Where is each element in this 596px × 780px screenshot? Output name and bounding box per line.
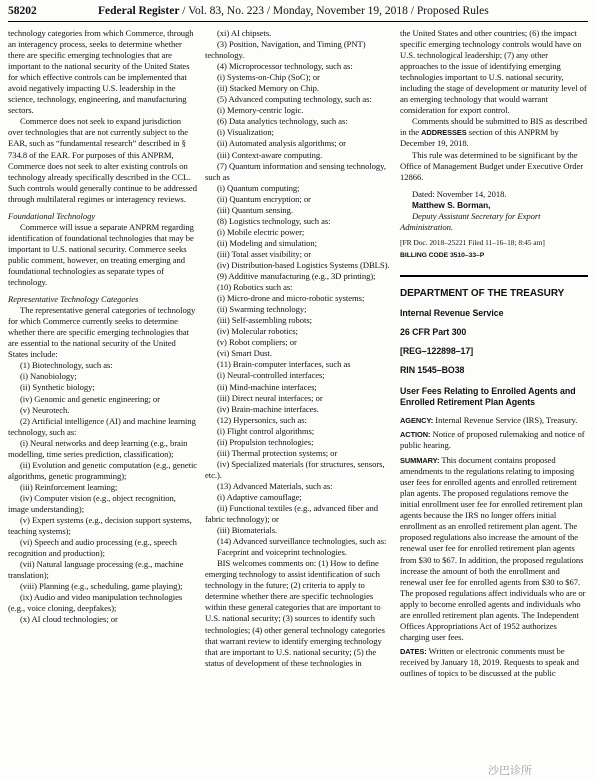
list-item: (ii) Stacked Memory on Chip. [217, 83, 319, 94]
list-item: (11) Brain-computer interfaces, such as [217, 359, 351, 370]
list-item: (i) Nanobiology; [20, 371, 77, 382]
summary-block [400, 455, 588, 643]
list-item: (9) Additive manufacturing (e.g., 3D printing); [217, 271, 376, 282]
list-item: (ii) Mind-machine interfaces; [217, 381, 317, 392]
list-item: (iii) Total asset visibility; or [217, 248, 312, 259]
list-item: (ii) Automated analysis algorithms; or [217, 138, 346, 149]
list-item: (i) Neural networks and deep learning (e.g., brain modelling, time series prediction, classification); [8, 437, 188, 459]
list-item: (iii) Thermal protection systems; or [217, 447, 338, 458]
list-item: (ix) Audio and video manipulation technologies (e.g., voice cloning, deepfakes); [8, 592, 183, 614]
agency-text: Internal Revenue Service (IRS), Treasury. [433, 414, 578, 425]
addresses-reference: ADDRESSES [421, 128, 467, 138]
text-run: Comments should be submitted to BIS as described in the [400, 116, 587, 138]
document-title: User Fees Relating to Enrolled Agents and Enrolled Retirement Plan Agents [400, 385, 576, 408]
list-item: (14) Advanced surveillance technologies, such as: [217, 536, 387, 547]
list-item: (iii) Quantum sensing. [217, 204, 293, 215]
action-text: Notice of proposed rulemaking and notice of public hearing. [400, 428, 585, 451]
list-item: (i) Quantum computing; [217, 182, 300, 193]
list-item: (i) Visualization; [217, 127, 274, 138]
page-number: 58202 [8, 5, 37, 17]
list-item: (12) Hypersonics, such as: [217, 414, 307, 425]
paragraph: Commerce does not seek to expand jurisdiction over technologies that are not currently subject to the EAR, such as “fundamental research” described in § 734.8 of the EAR. For purposes of this ANPRM, Commerce does not seek to alter existing controls on technology already specifically described in the CCL. Such controls would generally continue to be addressed through multilateral regimes or interagency reviews. [8, 116, 197, 204]
paragraph: Commerce will issue a separate ANPRM regarding identification of foundational technologies that may be important to U.S. national security. Commerce seeks public comment, however, on treating emerging and foundational technologies as separate types of technology. [8, 221, 194, 288]
action-block [400, 429, 588, 451]
list-item: (ii) Quantum encryption; or [217, 193, 311, 204]
list-item: (vii) Natural language processing (e.g., machine translation); [8, 559, 184, 581]
list-item: (ii) Swarming technology; [217, 304, 307, 315]
watermark-text: 沙巴诊所 [488, 764, 532, 777]
list-item: (10) Robotics such as: [217, 282, 293, 293]
list-item: (i) Systems-on-Chip (SoC); or [217, 72, 320, 83]
dates-text: Written or electronic comments must be received by January 18, 2019. Requests to speak and outlines of topics to be discussed at the public [400, 645, 579, 678]
list-item: (2) Artificial intelligence (AI) and machine learning technology, such as: [8, 415, 196, 437]
column-3 [400, 28, 588, 679]
page-header [8, 4, 588, 22]
reg-number: [REG–122898–17] [400, 345, 474, 356]
list-item: (1) Biotechnology, such as: [20, 360, 113, 371]
column-2 [205, 28, 393, 669]
list-item: (i) Memory-centric logic. [217, 105, 304, 116]
dates-block [400, 646, 588, 679]
paragraph: the United States and other countries; (6) the impact specific emerging technology controls would have on U.S. technological leadership; (7) any other approaches to the issue of identifying emerging technologies important to U.S. national security, including the stage of development or maturity level of an emerging technology that would warrant consideration for export control. [400, 28, 587, 116]
list-item: (7) Quantum information and sensing technology, such as [205, 160, 386, 182]
list-item: (8) Logistics technology, such as: [217, 215, 331, 226]
list-item: (13) Advanced Materials, such as: [217, 480, 333, 491]
paragraph: technology categories from which Commerce, through an interagency process, seeks to determine whether there are specific emerging technologies that are important to the national security of the United States for which effective controls can be implemented that avoid negatively impacting U.S. leadership in the science, technology, engineering, and manufacturing sectors. [8, 28, 194, 116]
list-item: (iii) Direct neural interfaces; or [217, 392, 323, 403]
list-item: (iv) Computer vision (e.g., object recognition, image understanding); [8, 492, 176, 514]
list-item: (ii) Functional textiles (e.g., advanced fiber and fabric technology); or [205, 503, 378, 525]
list-item: Faceprint and voiceprint technologies. [217, 547, 347, 558]
signer-name: Matthew S. Borman, [412, 199, 491, 210]
list-item: (iii) Context-aware computing. [217, 149, 323, 160]
list-item: (v) Robot compliers; or [217, 337, 297, 348]
summary-label: SUMMARY: [400, 456, 440, 466]
list-item: (vi) Smart Dust. [217, 348, 272, 359]
issue-details: / Vol. 83, No. 223 / Monday, November 19, 2018 / Proposed Rules [179, 5, 489, 17]
list-item: (x) AI cloud technologies; or [20, 614, 118, 625]
agency-heading: Internal Revenue Service [400, 307, 504, 318]
paragraph [400, 116, 588, 149]
journal-name: Federal Register [98, 5, 180, 17]
list-item: (xi) AI chipsets. [217, 28, 272, 38]
billing-code: BILLING CODE 3510–33–P [400, 251, 485, 259]
list-item: (v) Neurotech. [20, 404, 70, 415]
list-item: (iv) Brain-machine interfaces. [217, 403, 319, 414]
dated-line: Dated: November 14, 2018. [412, 188, 507, 199]
list-item: (3) Position, Navigation, and Timing (PNT) technology. [205, 39, 366, 61]
list-item: (iv) Molecular robotics; [217, 326, 298, 337]
list-item: (i) Mobile electric power; [217, 226, 305, 237]
fr-doc-line: [FR Doc. 2018–25221 Filed 11–16–18; 8:45 am] [400, 237, 545, 247]
cfr-part: 26 CFR Part 300 [400, 326, 467, 337]
list-item: (iv) Genomic and genetic engineering; or [20, 393, 160, 404]
department-heading: DEPARTMENT OF THE TREASURY [400, 287, 565, 299]
section-heading-foundational: Foundational Technology [8, 210, 96, 221]
agency-block [400, 415, 588, 426]
running-title [98, 5, 489, 17]
list-item: (vi) Speech and audio processing (e.g., speech recognition and production); [8, 537, 177, 559]
agency-label: AGENCY: [400, 415, 434, 425]
list-item: (iii) Reinforcement learning; [20, 481, 118, 492]
comments-paragraph: BIS welcomes comments on: (1) How to define emerging technology to assist identification of such technology in the future; (2) criteria to apply to determine whether there are specific technologies within these general categories that are important to U.S. national security; (3) sources to identify such technologies; (4) other general technology categories that warrant review to identify emerging technology that are important to U.S. national security; (5) the status of development of these technologies in [205, 558, 385, 668]
list-item: (ii) Synthetic biology; [20, 382, 95, 393]
paragraph: This rule was determined to be significant by the Office of Management Budget under Executive Order 12866. [400, 149, 584, 182]
list-item: (iii) Biomaterials. [217, 525, 278, 536]
action-label: ACTION: [400, 429, 431, 439]
section-heading-representative: Representative Technology Categories [8, 294, 139, 305]
list-item: (iv) Distribution-based Logistics Systems (DBLS). [217, 259, 390, 270]
list-item: (i) Adaptive camouflage; [217, 491, 302, 502]
list-item: (4) Microprocessor technology, such as: [217, 61, 353, 72]
summary-text: This document contains proposed amendments to the regulations relating to imposing user fees for enrolled agents and enrolled retirement plan agents. The proposed regulations remove the initial enrollment user fee for enrolled retirement plan agents because the IRS no longer offers initial enrollment as an enrolled retirement plan agent. The proposed regulations also increase the amount of the renewal user fee for enrolled retirement plan agents from $30 to $67. In addition, the proposed regulations increase the amount of both the enrollment and renewal user fee for enrolled agents from $30 to $67. The proposed regulations affect individuals who are or apply to become enrolled agents and individuals who are enrolled retirement plan agents. The Independent Offices Appropriations Act of 1952 authorizes charging user fees. [400, 455, 586, 642]
list-item: (6) Data analytics technology, such as: [217, 116, 348, 127]
list-item: (i) Neural-controlled interfaces; [217, 370, 325, 381]
list-item: (ii) Evolution and genetic computation (e.g., genetic algorithms, genetic programming); [8, 459, 198, 481]
list-item: (5) Advanced computing technology, such as: [217, 94, 372, 105]
list-item: (iv) Specialized materials (for structures, sensors, etc.). [205, 458, 385, 480]
paragraph: The representative general categories of technology for which Commerce currently seeks to determine whether there are specific emerging technologies that are essential to the national security of the United States include: [8, 305, 196, 360]
column-1 [8, 28, 198, 625]
dates-label: DATES: [400, 646, 427, 656]
signer-title: Deputy Assistant Secretary for Export Administration. [400, 210, 541, 232]
text-run: section of this ANPRM by December 19, 2018. [400, 127, 559, 149]
list-item: (iii) Self-assembling robots; [217, 315, 312, 326]
list-item: (v) Expert systems (e.g., decision support systems, teaching systems); [8, 515, 192, 537]
list-item: (viii) Planning (e.g., scheduling, game playing); [20, 581, 183, 592]
list-item: (ii) Propulsion technologies; [217, 436, 314, 447]
rin-number: RIN 1545–BO38 [400, 364, 465, 375]
list-item: (ii) Modeling and simulation; [217, 237, 317, 248]
list-item: (i) Micro-drone and micro-robotic systems; [217, 293, 365, 304]
list-item: (i) Flight control algorithms; [217, 425, 315, 436]
section-divider [400, 275, 588, 277]
